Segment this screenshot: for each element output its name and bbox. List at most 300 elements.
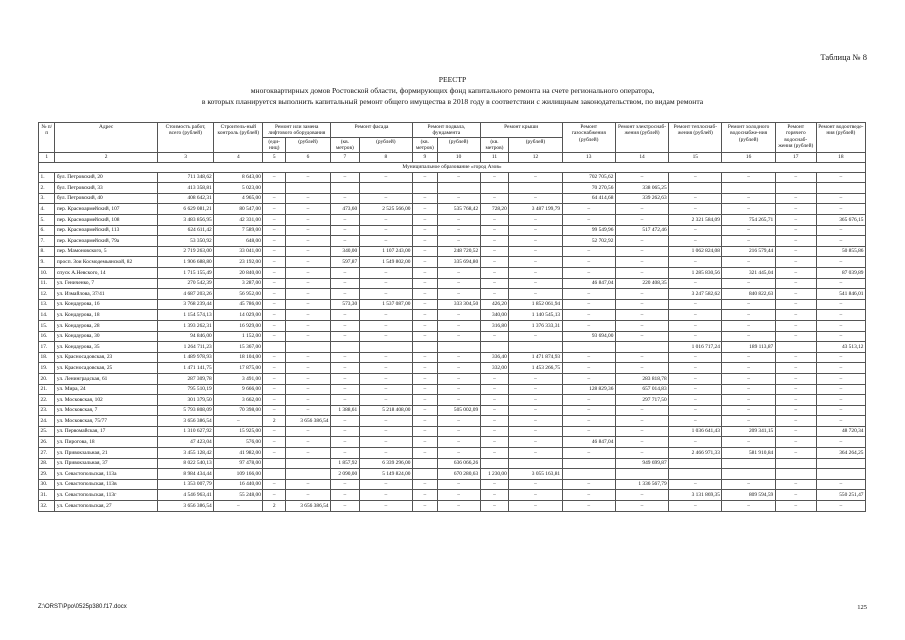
value-cell: 3 131 869,35 <box>669 490 722 501</box>
value-cell: – <box>669 416 722 427</box>
value-cell: 3 656 386,54 <box>285 416 330 427</box>
column-number: 8 <box>359 152 412 162</box>
value-cell: – <box>437 426 480 437</box>
value-cell: 43 513,12 <box>816 342 865 353</box>
value-cell: – <box>480 172 509 183</box>
row-number-cell: 1. <box>39 172 55 183</box>
value-cell: – <box>669 257 722 268</box>
value-cell: – <box>413 395 438 406</box>
value-cell: – <box>669 405 722 416</box>
address-cell: бул. Петровский, 40 <box>55 193 157 204</box>
row-number-cell: 10. <box>39 267 55 278</box>
value-cell: – <box>615 215 668 226</box>
value-cell: – <box>509 257 562 268</box>
value-cell: – <box>669 310 722 321</box>
value-cell: – <box>509 426 562 437</box>
value-cell: – <box>331 426 360 437</box>
value-cell: – <box>615 204 668 215</box>
value-cell <box>285 458 330 469</box>
value-cell: – <box>263 331 286 342</box>
value-cell: – <box>509 490 562 501</box>
value-cell <box>775 342 816 353</box>
value-cell: – <box>331 236 360 247</box>
table-caption: Таблица № 8 <box>820 52 867 62</box>
value-cell: – <box>285 384 330 395</box>
value-cell: 8 643,00 <box>214 172 263 183</box>
value-cell: – <box>359 278 412 289</box>
row-number-cell: 21. <box>39 384 55 395</box>
value-cell: 340,00 <box>331 246 360 257</box>
address-cell: спуск А.Невского, 14 <box>55 267 157 278</box>
value-cell: 1 264 711,23 <box>157 342 213 353</box>
value-cell: 5 218 408,00 <box>359 405 412 416</box>
address-cell: ул. Гениченко, 7 <box>55 278 157 289</box>
value-cell: – <box>509 236 562 247</box>
value-cell: – <box>722 225 775 236</box>
value-cell: – <box>480 395 509 406</box>
value-cell: – <box>331 501 360 512</box>
header-roof-m: (кв. метров) <box>480 137 509 152</box>
value-cell: – <box>359 352 412 363</box>
value-cell: 1 336 567,79 <box>615 479 668 490</box>
address-cell: ул. Севастопольская, 113г <box>55 490 157 501</box>
value-cell <box>263 183 286 194</box>
value-cell <box>437 183 480 194</box>
value-cell <box>509 342 562 353</box>
value-cell: – <box>722 352 775 363</box>
value-cell: – <box>669 384 722 395</box>
value-cell: – <box>263 299 286 310</box>
value-cell: 657 014,83 <box>615 384 668 395</box>
value-cell: – <box>816 501 865 512</box>
value-cell: – <box>331 352 360 363</box>
value-cell: 52 702,92 <box>562 236 615 247</box>
value-cell: – <box>413 236 438 247</box>
address-cell: пер. Красноармейский, 113 <box>55 225 157 236</box>
value-cell: – <box>775 331 816 342</box>
value-cell: – <box>816 405 865 416</box>
value-cell: – <box>722 437 775 448</box>
value-cell: – <box>562 416 615 427</box>
value-cell: 45 786,00 <box>214 299 263 310</box>
value-cell: 220 408,35 <box>615 278 668 289</box>
value-cell: – <box>722 310 775 321</box>
row-number-cell: 27. <box>39 448 55 459</box>
value-cell: – <box>816 384 865 395</box>
value-cell <box>480 342 509 353</box>
value-cell: – <box>775 501 816 512</box>
table-row <box>39 405 866 416</box>
column-number: 5 <box>263 152 286 162</box>
value-cell: 1 715 155,49 <box>157 267 213 278</box>
value-cell: 648,00 <box>214 236 263 247</box>
register-subtitle-line-1: многоквартирных домов Ростовской области, формирующих фонд капитального ремонта на счете регионального оператора, <box>250 86 655 95</box>
value-cell: – <box>359 193 412 204</box>
value-cell: – <box>331 363 360 374</box>
value-cell: – <box>285 204 330 215</box>
value-cell <box>285 342 330 353</box>
value-cell: – <box>615 320 668 331</box>
value-cell: – <box>263 320 286 331</box>
value-cell: – <box>285 267 330 278</box>
value-cell: – <box>615 299 668 310</box>
value-cell: – <box>816 172 865 183</box>
value-cell: – <box>775 416 816 427</box>
value-cell <box>437 342 480 353</box>
value-cell: – <box>437 236 480 247</box>
row-number-cell: 8. <box>39 246 55 257</box>
column-number: 10 <box>437 152 480 162</box>
row-number-cell: 18. <box>39 352 55 363</box>
value-cell: – <box>285 289 330 300</box>
value-cell: – <box>615 363 668 374</box>
value-cell: – <box>413 278 438 289</box>
value-cell: – <box>263 289 286 300</box>
value-cell: 3 656 386,54 <box>157 501 213 512</box>
value-cell <box>263 342 286 353</box>
value-cell: – <box>669 193 722 204</box>
value-cell: – <box>509 278 562 289</box>
value-cell: 2 719 263,00 <box>157 246 213 257</box>
address-cell: бул. Петровский, 20 <box>55 172 157 183</box>
value-cell: – <box>413 193 438 204</box>
value-cell: 333 304,50 <box>437 299 480 310</box>
value-cell: – <box>359 289 412 300</box>
column-number: 17 <box>775 152 816 162</box>
value-cell: – <box>263 479 286 490</box>
value-cell: 4 687 203,26 <box>157 289 213 300</box>
address-cell: ул. Московская, 7 <box>55 405 157 416</box>
value-cell: – <box>331 373 360 384</box>
value-cell: – <box>816 278 865 289</box>
value-cell: – <box>816 363 865 374</box>
value-cell: – <box>331 395 360 406</box>
value-cell: 8 022 540,13 <box>157 458 213 469</box>
value-cell: – <box>437 289 480 300</box>
value-cell: 1 154 574,13 <box>157 310 213 321</box>
value-cell: – <box>722 172 775 183</box>
value-cell <box>359 183 412 194</box>
value-cell: – <box>263 373 286 384</box>
value-cell <box>615 469 668 480</box>
header-heat: Ремонт теплоснаб-жения (рублей) <box>669 123 722 153</box>
value-cell: – <box>413 331 438 342</box>
address-cell: просп. Зои Космодемьянской, 82 <box>55 257 157 268</box>
value-cell <box>413 183 438 194</box>
table-row <box>39 352 866 363</box>
value-cell: – <box>615 437 668 448</box>
value-cell: 840 822,63 <box>722 289 775 300</box>
value-cell: 3 656 386,54 <box>157 416 213 427</box>
value-cell: 2 466 971,33 <box>669 448 722 459</box>
address-cell: ул. Мира, 24 <box>55 384 157 395</box>
row-number-cell: 11. <box>39 278 55 289</box>
value-cell: – <box>359 501 412 512</box>
value-cell: – <box>669 320 722 331</box>
value-cell: 949 699,87 <box>615 458 668 469</box>
value-cell: – <box>413 501 438 512</box>
value-cell <box>562 469 615 480</box>
value-cell: – <box>437 373 480 384</box>
header-gas: Ремонт газоснабжения (рублей) <box>562 123 615 153</box>
row-number-cell: 30. <box>39 479 55 490</box>
value-cell: – <box>285 193 330 204</box>
value-cell: – <box>816 257 865 268</box>
value-cell: 754 265,71 <box>722 215 775 226</box>
value-cell: – <box>359 416 412 427</box>
value-cell: 573,30 <box>331 299 360 310</box>
value-cell: – <box>816 395 865 406</box>
value-cell <box>775 183 816 194</box>
value-cell: – <box>615 172 668 183</box>
value-cell: – <box>722 278 775 289</box>
value-cell: – <box>562 204 615 215</box>
value-cell: 332,00 <box>480 363 509 374</box>
value-cell: 3 768 239,44 <box>157 299 213 310</box>
value-cell: – <box>562 310 615 321</box>
value-cell: – <box>263 246 286 257</box>
value-cell: 3 656 386,54 <box>285 501 330 512</box>
address-cell: пер. Красноармейский, 79а <box>55 236 157 247</box>
table-row <box>39 236 866 247</box>
value-cell: 1 376 333,31 <box>509 320 562 331</box>
value-cell: – <box>331 479 360 490</box>
value-cell: 20 840,00 <box>214 267 263 278</box>
value-cell <box>509 458 562 469</box>
value-cell: – <box>331 320 360 331</box>
value-cell: – <box>669 299 722 310</box>
value-cell: 283 818,78 <box>615 373 668 384</box>
value-cell <box>509 183 562 194</box>
value-cell: – <box>331 278 360 289</box>
value-cell: – <box>285 257 330 268</box>
row-number-cell: 17. <box>39 342 55 353</box>
value-cell: – <box>413 373 438 384</box>
value-cell: – <box>413 204 438 215</box>
value-cell <box>669 469 722 480</box>
value-cell: – <box>359 448 412 459</box>
value-cell: 3 491,00 <box>214 373 263 384</box>
address-cell: пер. Красноармейский, 108 <box>55 215 157 226</box>
value-cell: – <box>775 278 816 289</box>
value-cell: – <box>285 405 330 416</box>
value-cell: – <box>263 193 286 204</box>
table-row <box>39 183 866 194</box>
row-number-cell: 23. <box>39 405 55 416</box>
value-cell: – <box>509 479 562 490</box>
value-cell: – <box>437 437 480 448</box>
value-cell: 209 341,15 <box>722 426 775 437</box>
value-cell <box>359 342 412 353</box>
address-cell: пер. Мамоновского, 5 <box>55 246 157 257</box>
value-cell: – <box>437 395 480 406</box>
header-roof-rub: (рублей) <box>509 137 562 152</box>
value-cell: – <box>359 331 412 342</box>
value-cell: 636 066,26 <box>437 458 480 469</box>
value-cell: 413 358,81 <box>157 183 213 194</box>
row-number-cell: 15. <box>39 320 55 331</box>
value-cell: 216 579,44 <box>722 246 775 257</box>
header-address: Адрес <box>55 123 157 153</box>
value-cell: – <box>285 215 330 226</box>
value-cell: – <box>775 395 816 406</box>
value-cell: 336,40 <box>480 352 509 363</box>
value-cell: – <box>775 448 816 459</box>
table-row <box>39 246 866 257</box>
value-cell: – <box>816 331 865 342</box>
value-cell: – <box>331 310 360 321</box>
value-cell: – <box>615 289 668 300</box>
value-cell: – <box>413 426 438 437</box>
value-cell: – <box>331 289 360 300</box>
address-cell: ул. Привокзальная, 21 <box>55 448 157 459</box>
value-cell: – <box>775 193 816 204</box>
value-cell: – <box>437 310 480 321</box>
table-row <box>39 310 866 321</box>
table-row <box>39 320 866 331</box>
address-cell: ул. Севастопольская, 113а <box>55 469 157 480</box>
value-cell: 426,20 <box>480 299 509 310</box>
value-cell: – <box>509 405 562 416</box>
value-cell: – <box>775 246 816 257</box>
value-cell: – <box>509 501 562 512</box>
value-cell: – <box>263 215 286 226</box>
table-row <box>39 363 866 374</box>
header-control: Строитель-ный контроль (рублей) <box>214 123 263 153</box>
value-cell: 15 367,00 <box>214 342 263 353</box>
column-number: 14 <box>615 152 668 162</box>
value-cell: – <box>669 373 722 384</box>
table-row <box>39 289 866 300</box>
value-cell: 1 016 717,24 <box>669 342 722 353</box>
value-cell: – <box>775 172 816 183</box>
header-facade: Ремонт фасада <box>331 123 413 138</box>
value-cell: – <box>437 384 480 395</box>
value-cell: – <box>359 225 412 236</box>
value-cell <box>615 342 668 353</box>
value-cell: – <box>615 267 668 278</box>
value-cell: 64 414,68 <box>562 193 615 204</box>
header-electric: Ремонт электроснаб-жения (рублей) <box>615 123 668 153</box>
value-cell: – <box>359 215 412 226</box>
column-number: 7 <box>331 152 360 162</box>
value-cell: – <box>214 501 263 512</box>
value-cell: – <box>413 299 438 310</box>
value-cell <box>722 183 775 194</box>
value-cell: – <box>775 299 816 310</box>
table-row <box>39 193 866 204</box>
table-row <box>39 479 866 490</box>
value-cell: – <box>722 384 775 395</box>
value-cell: 70 398,00 <box>214 405 263 416</box>
value-cell: – <box>816 320 865 331</box>
value-cell: – <box>359 267 412 278</box>
value-cell: – <box>509 193 562 204</box>
value-cell: – <box>722 373 775 384</box>
value-cell: – <box>480 416 509 427</box>
value-cell: – <box>331 384 360 395</box>
value-cell: – <box>615 331 668 342</box>
value-cell: – <box>480 289 509 300</box>
value-cell <box>562 458 615 469</box>
header-cold-water: Ремонт холодного водоснабже-ния (рублей) <box>722 123 775 153</box>
value-cell: – <box>285 352 330 363</box>
value-cell: 1 388,61 <box>331 405 360 416</box>
value-cell: – <box>509 373 562 384</box>
value-cell: – <box>775 236 816 247</box>
value-cell: 46 847,04 <box>562 437 615 448</box>
value-cell: 9 666,00 <box>214 384 263 395</box>
value-cell: 5 023,00 <box>214 183 263 194</box>
value-cell: – <box>775 363 816 374</box>
value-cell: 1 107 243,00 <box>359 246 412 257</box>
address-cell: ул. Кондаурова, 18 <box>55 310 157 321</box>
value-cell: 3 455 128,42 <box>157 448 213 459</box>
value-cell: – <box>509 246 562 257</box>
value-cell: – <box>509 437 562 448</box>
value-cell: 1 393 262,31 <box>157 320 213 331</box>
value-cell: – <box>413 320 438 331</box>
value-cell: – <box>562 257 615 268</box>
value-cell: – <box>816 437 865 448</box>
value-cell: – <box>263 405 286 416</box>
value-cell: – <box>722 236 775 247</box>
value-cell: 128 829,36 <box>562 384 615 395</box>
value-cell: – <box>214 416 263 427</box>
value-cell: – <box>285 299 330 310</box>
value-cell: 6 629 081,21 <box>157 204 213 215</box>
value-cell: – <box>331 267 360 278</box>
value-cell: – <box>263 363 286 374</box>
value-cell: – <box>775 373 816 384</box>
value-cell: – <box>509 395 562 406</box>
value-cell: 3 487 199,79 <box>509 204 562 215</box>
value-cell: – <box>775 204 816 215</box>
value-cell: – <box>263 267 286 278</box>
value-cell: – <box>669 278 722 289</box>
value-cell: – <box>509 384 562 395</box>
row-number-cell: 2. <box>39 183 55 194</box>
header-total: Стоимость работ, всего (рублей) <box>157 123 213 153</box>
value-cell: – <box>480 405 509 416</box>
value-cell: 321 445,04 <box>722 267 775 278</box>
table-row <box>39 416 866 427</box>
value-cell: – <box>263 395 286 406</box>
value-cell: – <box>480 257 509 268</box>
value-cell <box>331 342 360 353</box>
value-cell: – <box>331 331 360 342</box>
row-number-cell: 5. <box>39 215 55 226</box>
value-cell <box>263 469 286 480</box>
value-cell: – <box>285 172 330 183</box>
value-cell: – <box>413 267 438 278</box>
value-cell: – <box>615 246 668 257</box>
value-cell: 550 251,47 <box>816 490 865 501</box>
value-cell: 1 857,92 <box>331 458 360 469</box>
value-cell: – <box>359 437 412 448</box>
column-number: 18 <box>816 152 865 162</box>
value-cell <box>722 469 775 480</box>
column-number: 16 <box>722 152 775 162</box>
value-cell: 5 149 824,00 <box>359 469 412 480</box>
value-cell: – <box>775 405 816 416</box>
value-cell: – <box>480 384 509 395</box>
value-cell: 702 705,62 <box>562 172 615 183</box>
column-number: 4 <box>214 152 263 162</box>
column-number-row <box>39 152 866 162</box>
value-cell: – <box>437 363 480 374</box>
value-cell: – <box>480 215 509 226</box>
